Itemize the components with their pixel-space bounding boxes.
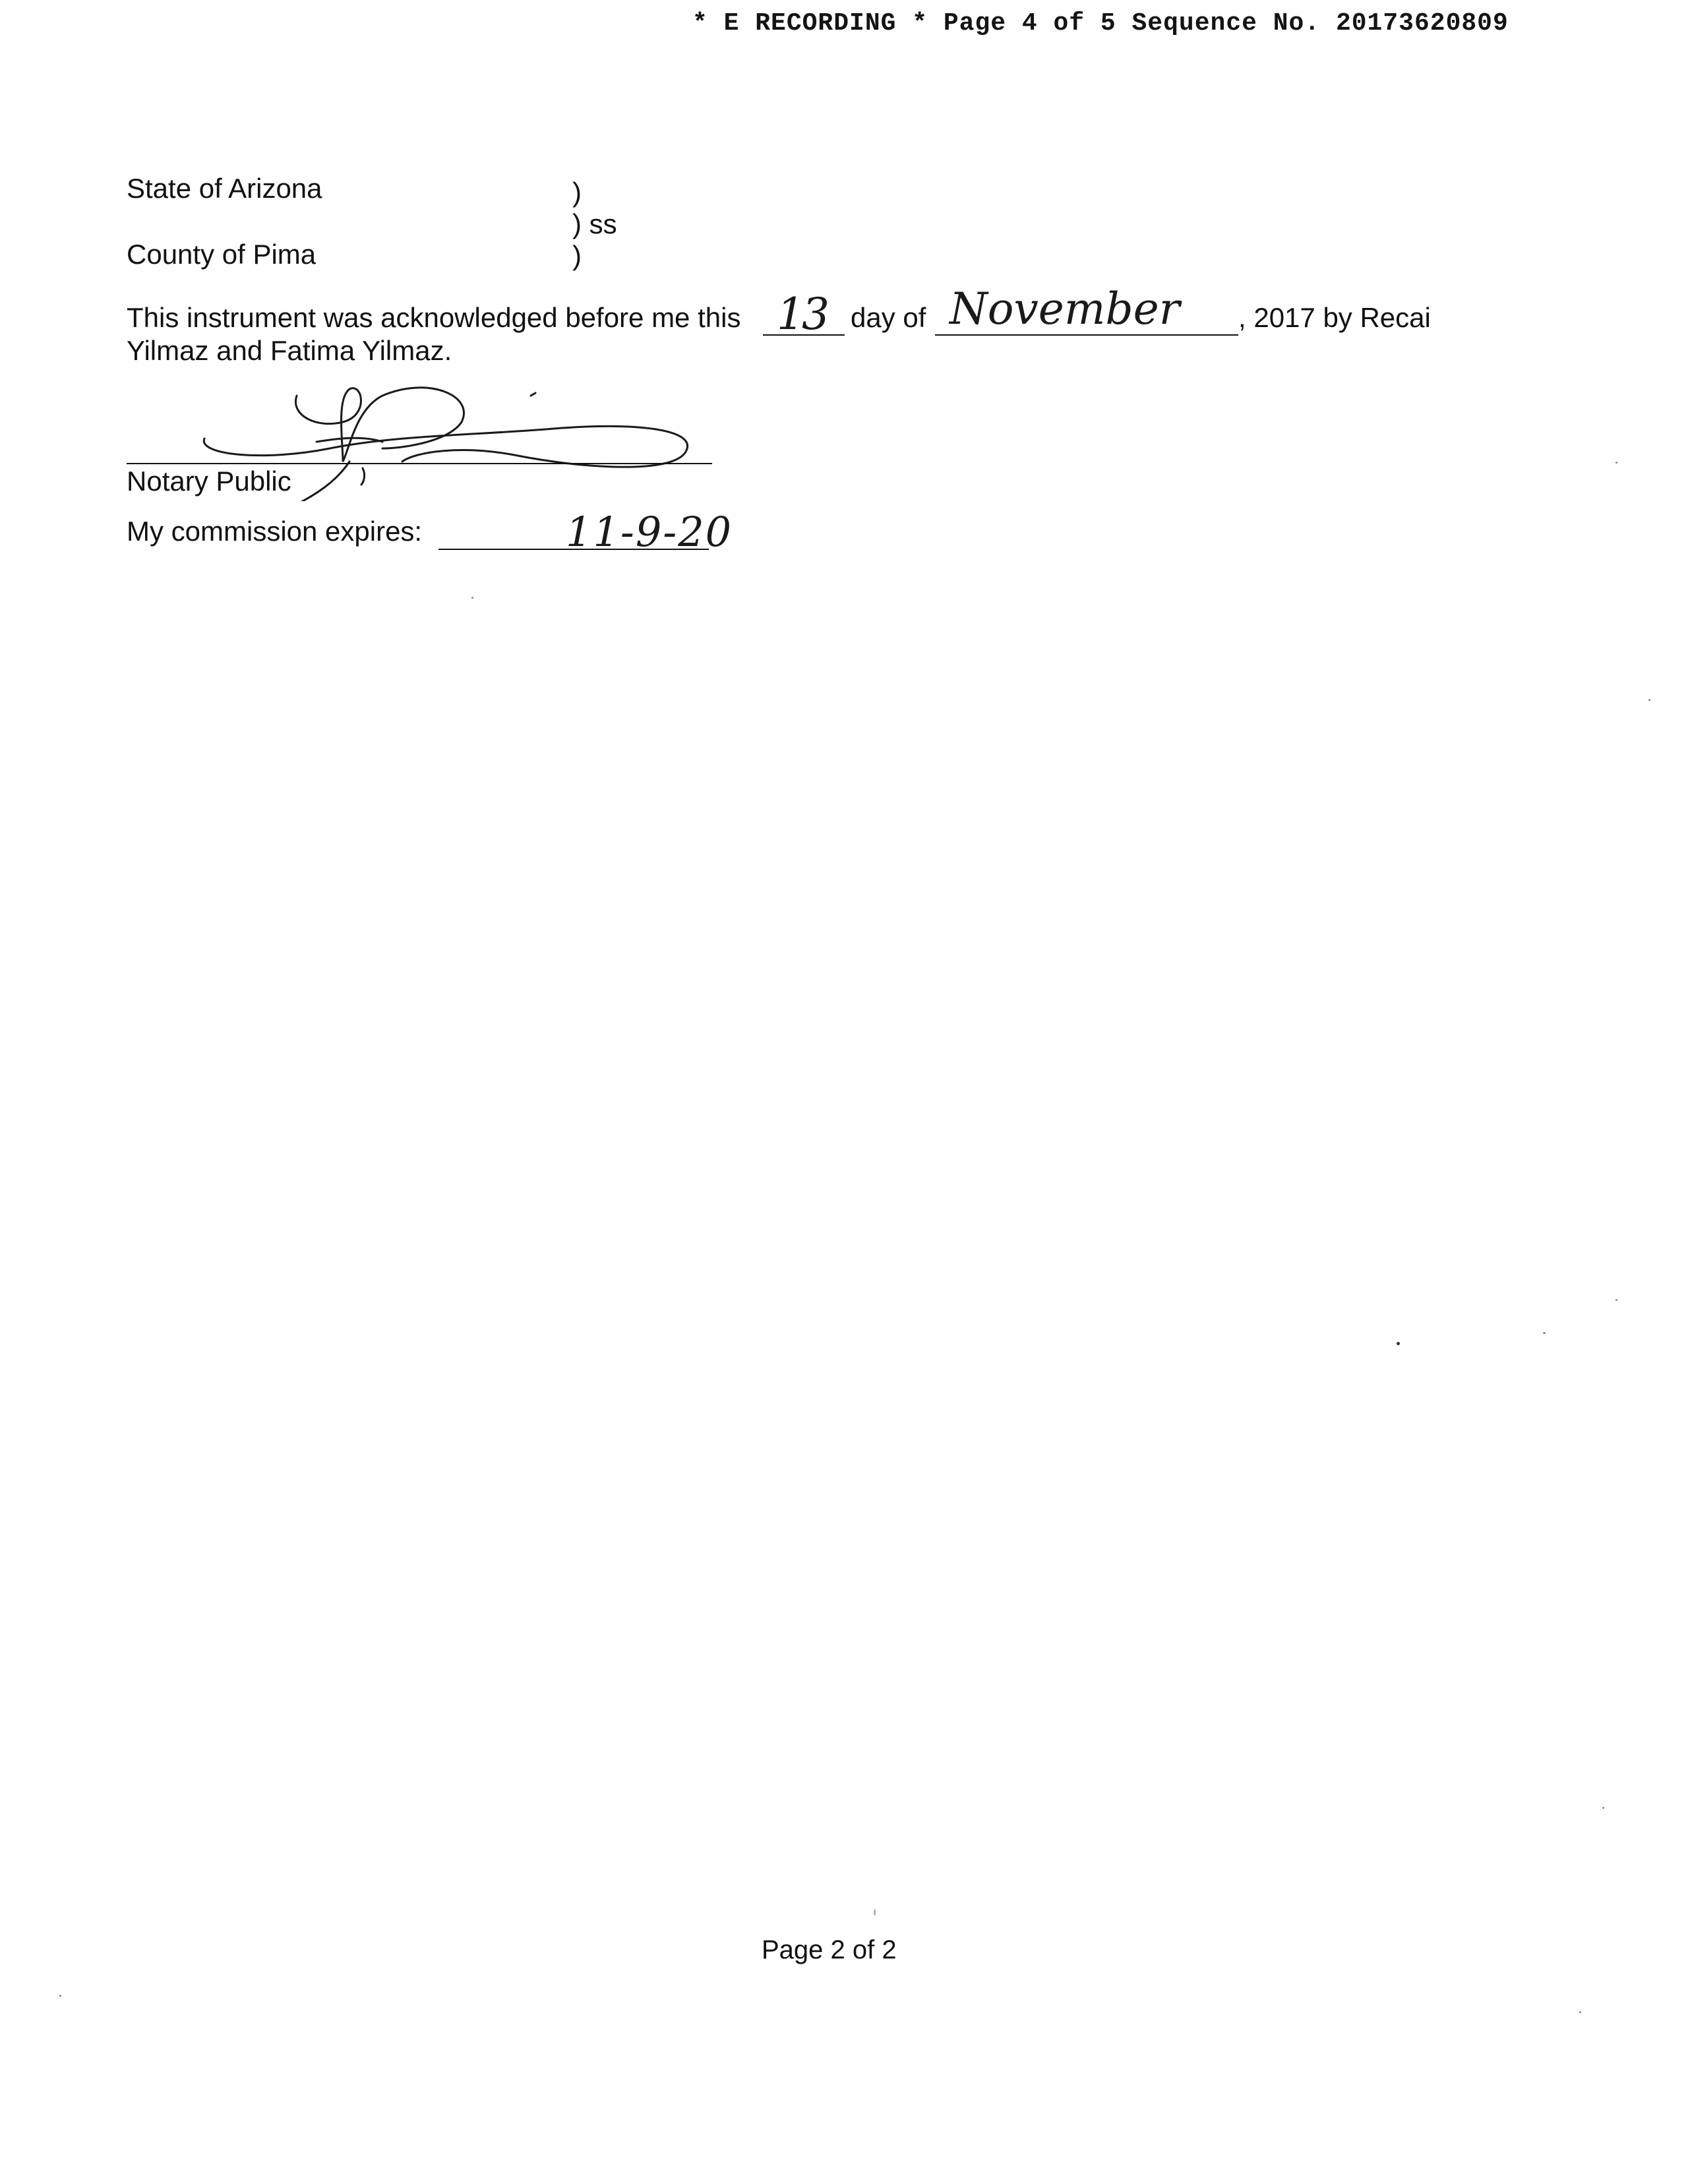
venue-paren-ss: ) ss bbox=[572, 208, 617, 239]
month-blank bbox=[935, 334, 1238, 336]
day-handwritten: 13 bbox=[777, 289, 827, 340]
scan-speck bbox=[59, 1995, 61, 1997]
signature-line bbox=[127, 463, 712, 464]
recording-header: * E RECORDING * Page 4 of 5 Sequence No. 20173620809 bbox=[692, 9, 1509, 38]
scan-speck bbox=[874, 1909, 876, 1916]
ack-prefix: This instrument was acknowledged before me this bbox=[127, 302, 741, 333]
venue-state: State of Arizona bbox=[127, 173, 322, 204]
ack-suffix: , 2017 by Recai bbox=[1238, 302, 1431, 333]
venue-county: County of Pima bbox=[127, 239, 316, 270]
notary-public-label: Notary Public bbox=[127, 466, 291, 497]
scan-speck bbox=[1397, 1342, 1400, 1345]
commission-label: My commission expires: bbox=[127, 516, 423, 547]
ack-day-of: day of bbox=[851, 302, 926, 333]
acknowledgment-line-2: Yilmaz and Fatima Yilmaz. bbox=[127, 335, 452, 366]
month-handwritten: November bbox=[950, 284, 1180, 334]
scan-speck bbox=[1615, 1299, 1617, 1301]
scan-speck bbox=[471, 597, 473, 599]
acknowledgment-line-1 bbox=[127, 302, 740, 334]
scan-speck bbox=[1615, 462, 1617, 464]
venue-paren-top: ) bbox=[572, 177, 582, 208]
scan-speck bbox=[1543, 1332, 1546, 1334]
page-number: Page 2 of 2 bbox=[762, 1935, 897, 1964]
scan-speck bbox=[1648, 699, 1650, 701]
commission-date-handwritten: 11-9-20 bbox=[566, 508, 733, 556]
venue-paren-bottom: ) bbox=[572, 240, 582, 271]
scan-speck bbox=[1602, 1807, 1604, 1809]
scan-speck bbox=[1579, 2011, 1581, 2013]
